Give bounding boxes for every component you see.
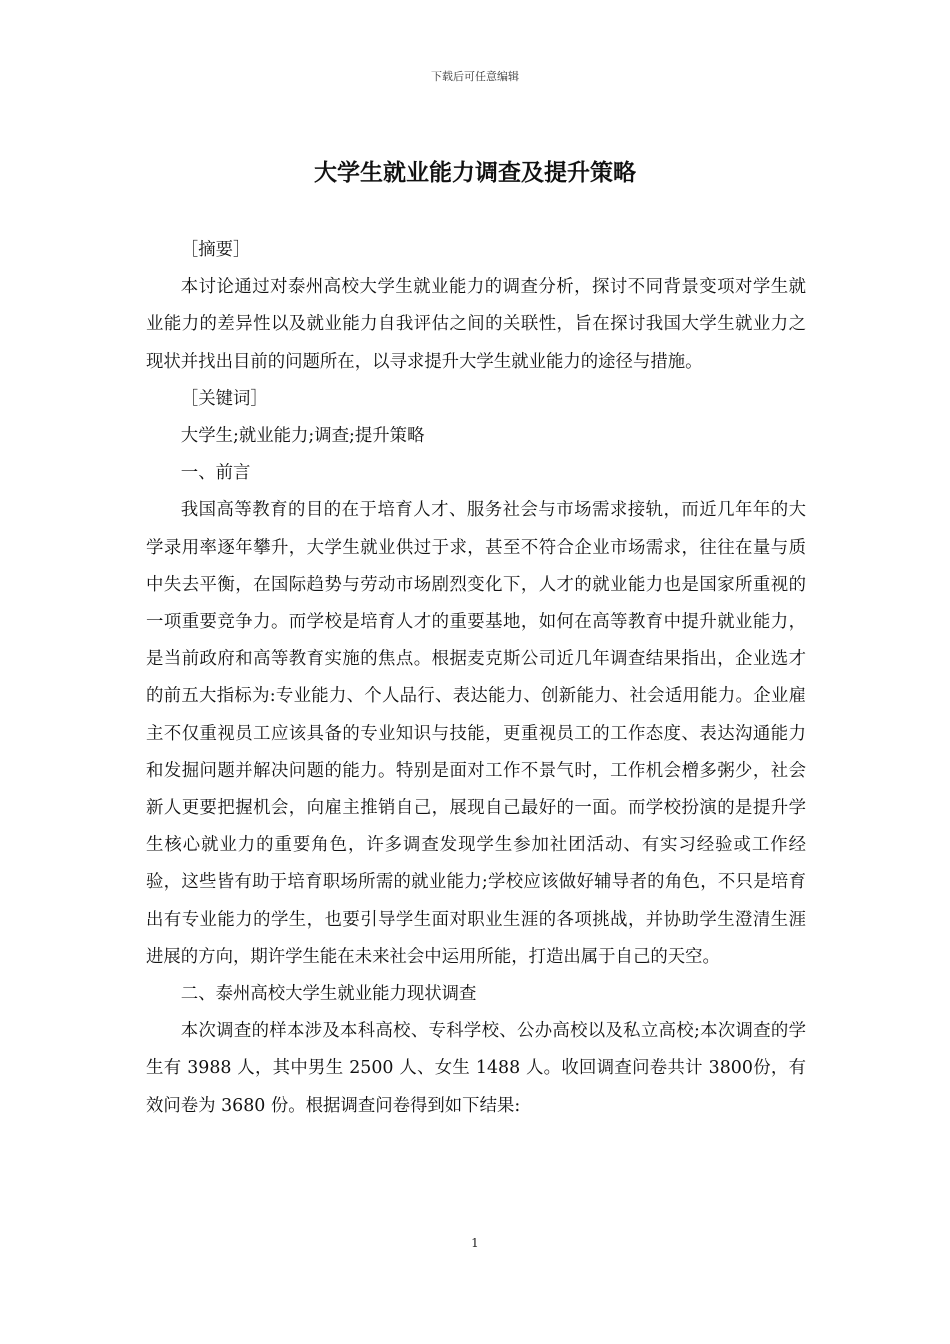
keywords-paragraph: 大学生;就业能力;调查;提升策略	[180, 426, 425, 447]
document-title: 大学生就业能力调查及提升策略	[314, 160, 636, 186]
page-number: 1	[471, 1236, 479, 1250]
section-2-paragraph: 本次调查的样本涉及本科高校、专科学校、公办高校以及私立高校;本次调查的学生有 3988 人，其中男生 2500 人、女生 1488 人。收回调查问卷共计 3800份，有效问卷为 3680 份。根据调查问卷得到如下结果:	[146, 1021, 806, 1116]
abstract-paragraph: 本讨论通过对泰州高校大学生就业能力的调查分析，探讨不同背景变项对学生就业能力的差异性以及就业能力自我评估之间的关联性，旨在探讨我国大学生就业力之现状并找出目前的问题所在，以寻求提升大学生就业能力的途径与措施。	[146, 277, 806, 372]
keywords-heading: ［关键词］	[180, 388, 268, 409]
abstract-heading: ［摘要］	[180, 240, 251, 260]
section-1-heading: 一、前言	[180, 463, 251, 484]
document-body	[146, 232, 806, 1125]
section-2-heading: 二、泰州高校大学生就业能力现状调查	[180, 984, 477, 1005]
page-header-note: 下载后可任意编辑	[431, 70, 519, 83]
section-1-paragraph: 我国高等教育的目的在于培育人才、服务社会与市场需求接轨，而近几年年的大学录用率逐年攀升，大学生就业供过于求，甚至不符合企业市场需求，往往在量与质中失去平衡，在国际趋势与劳动市场剧烈变化下，人才的就业能力也是国家所重视的一项重要竞争力。而学校是培育人才的重要基地，如何在高等教育中提升就业能力，是当前政府和高等教育实施的焦点。根据麦克斯公司近几年调查结果指出，企业选才的前五大指标为:专业能力、个人品行、表达能力、创新能力、社会适用能力。企业雇主不仅重视员工应该具备的专业知识与技能，更重视员工的工作态度、表达沟通能力和发掘问题并解决问题的能力。特别是面对工作不景气时，工作机会橧多粥少，社会新人更要把握机会，向雇主推销自己，展现自己最好的一面。而学校扮演的是提升学生核心就业力的重要角色，许多调查发现学生参加社团活动、有实习经验或工作经验，这些皆有助于培育职场所需的就业能力;学校应该做好辅导者的角色，不只是培育出有专业能力的学生，也要引导学生面对职业生涯的各项挑战，并协助学生澄清生涯进展的方向，期许学生能在未来社会中运用所能，打造出属于自己的天空。	[146, 500, 806, 967]
